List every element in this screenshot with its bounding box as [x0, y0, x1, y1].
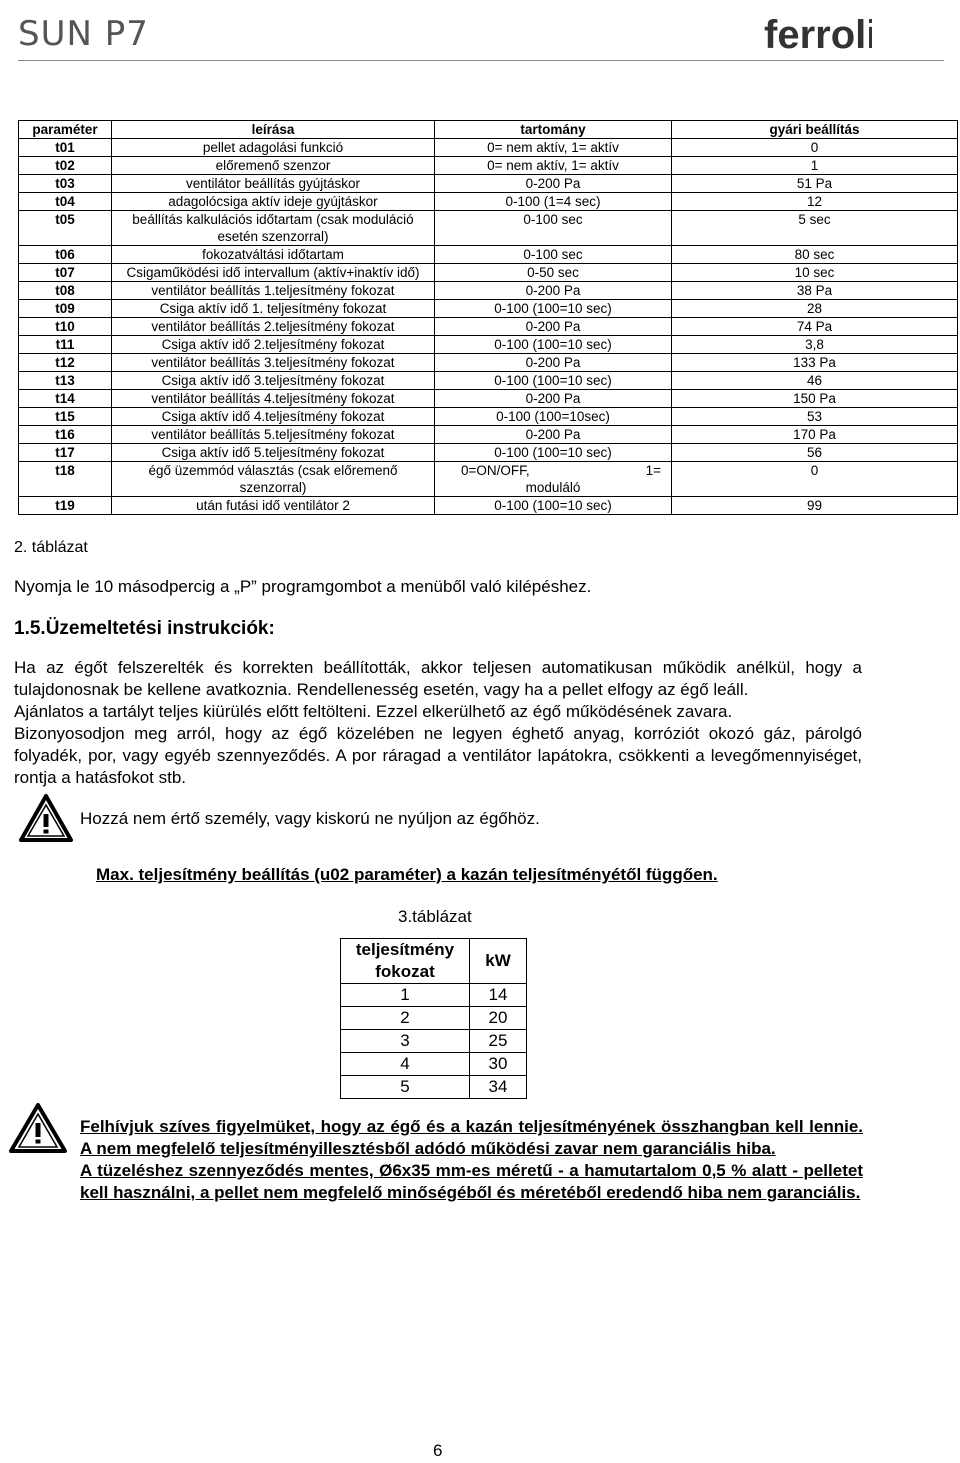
param-default: 3,8 [672, 336, 958, 354]
section-heading: 1.5.Üzemeltetési instrukciók: [14, 618, 275, 639]
table-row [19, 157, 958, 175]
param-default: 0 [672, 462, 958, 497]
param-default: 53 [672, 408, 958, 426]
param-description: előremenő szenzor [112, 157, 435, 175]
document-title: SUN P7 [18, 14, 149, 54]
param-code: t17 [19, 444, 112, 462]
table-row [341, 1007, 527, 1030]
param-range: 0-100 (100=10 sec) [435, 444, 672, 462]
table-row [19, 139, 958, 157]
power-level: 4 [341, 1053, 470, 1076]
brand-text: ferroli [764, 13, 872, 56]
param-description: ventilátor beállítás 4.teljesítmény fokozat [112, 390, 435, 408]
param-range: 0-100 (100=10 sec) [435, 300, 672, 318]
param-default: 38 Pa [672, 282, 958, 300]
param-default: 170 Pa [672, 426, 958, 444]
param-default: 99 [672, 497, 958, 515]
table2-caption: 2. táblázat [14, 539, 88, 556]
param-default: 12 [672, 193, 958, 211]
exit-menu-note: Nyomja le 10 másodpercig a „P” programgombot a menüből való kilépéshez. [14, 577, 592, 596]
warning-paragraph: Felhívjuk szíves figyelmüket, hogy az égő és a kazán teljesítményének összhangban kell lennie. A nem megfelelő teljesítményillesztésből adódó működési zavar nem garanciális hiba. [80, 1117, 863, 1158]
param-code: t14 [19, 390, 112, 408]
parameter-table [18, 120, 958, 515]
power-level: 1 [341, 984, 470, 1007]
header-range: tartomány [435, 121, 672, 139]
param-default: 80 sec [672, 246, 958, 264]
param-code: t06 [19, 246, 112, 264]
header-description: leírása [112, 121, 435, 139]
paragraph-line: Ajánlatos a tartályt teljes kiürülés előtt feltölteni. Ezzel elkerülhető az égő működésének zavara. [14, 702, 733, 721]
power-kw: 30 [470, 1053, 527, 1076]
param-code: t07 [19, 264, 112, 282]
param-default: 74 Pa [672, 318, 958, 336]
param-range: 0-200 Pa [435, 318, 672, 336]
param-range: 0-200 Pa [435, 390, 672, 408]
param-description: ventilátor beállítás 3.teljesítmény fokozat [112, 354, 435, 372]
warning-paragraph: A tüzeléshez szennyeződés mentes, Ø6x35 mm-es méretű - a hamutartalom 0,5 % alatt - pelletet kell használni, a pellet nem megfelelő minőségéből és méretéből eredendő hiba nem garanciális. [80, 1161, 863, 1202]
param-code: t16 [19, 426, 112, 444]
param-code: t13 [19, 372, 112, 390]
param-default: 51 Pa [672, 175, 958, 193]
header-kw: kW [470, 939, 527, 984]
param-range: 0-100 (100=10 sec) [435, 497, 672, 515]
param-default: 56 [672, 444, 958, 462]
table-row [341, 984, 527, 1007]
param-range: 0-200 Pa [435, 354, 672, 372]
param-range: 0=ON/OFF, 1= moduláló [435, 462, 672, 497]
table-row [19, 211, 958, 246]
param-range: 0-200 Pa [435, 175, 672, 193]
param-description: ventilátor beállítás 5.teljesítmény fokozat [112, 426, 435, 444]
param-description: pellet adagolási funkció [112, 139, 435, 157]
warning-text: Hozzá nem értő személy, vagy kiskorú ne nyúljon az égőhöz. [80, 809, 540, 828]
power-kw: 20 [470, 1007, 527, 1030]
param-description: beállítás kalkulációs időtartam (csak moduláció esetén szenzorral) [112, 211, 435, 246]
param-code: t02 [19, 157, 112, 175]
power-level: 2 [341, 1007, 470, 1030]
power-table-body [341, 984, 527, 1099]
param-default: 46 [672, 372, 958, 390]
table-row [19, 193, 958, 211]
param-code: t11 [19, 336, 112, 354]
param-description: ventilátor beállítás 1.teljesítmény fokozat [112, 282, 435, 300]
paragraph-line: Bizonyosodjon meg arról, hogy az égő közelében ne legyen éghető anyag, korróziót okozó gáz, párolgó folyadék, por, vagy egyéb szennyeződés. A por ráragad a ventilátor lapátokra, csökkenti a levegőmennyiséget, rontja a hatásfokot stb. [14, 724, 862, 787]
parameter-table-body [19, 139, 958, 515]
param-default: 10 sec [672, 264, 958, 282]
param-description: Csiga aktív idő 1. teljesítmény fokozat [112, 300, 435, 318]
param-description: Csiga aktív idő 5.teljesítmény fokozat [112, 444, 435, 462]
param-range: 0= nem aktív, 1= aktív [435, 139, 672, 157]
param-default: 1 [672, 157, 958, 175]
table-header-row [19, 121, 958, 139]
power-level: 5 [341, 1076, 470, 1099]
param-range: 0-100 (100=10sec) [435, 408, 672, 426]
param-range: 0-100 (100=10 sec) [435, 336, 672, 354]
param-code: t09 [19, 300, 112, 318]
param-default: 133 Pa [672, 354, 958, 372]
operating-instructions [14, 657, 862, 789]
param-description: ventilátor beállítás gyújtáskor [112, 175, 435, 193]
param-code: t12 [19, 354, 112, 372]
table-row [19, 336, 958, 354]
power-kw: 14 [470, 984, 527, 1007]
param-code: t19 [19, 497, 112, 515]
table-row [19, 175, 958, 193]
table-row [19, 372, 958, 390]
param-range: 0-100 sec [435, 211, 672, 246]
param-description: Csiga aktív idő 3.teljesítmény fokozat [112, 372, 435, 390]
param-range: 0= nem aktív, 1= aktív [435, 157, 672, 175]
param-description: után futási idő ventilátor 2 [112, 497, 435, 515]
warning-icon [18, 793, 74, 848]
table-row [19, 426, 958, 444]
header-factory-setting: gyári beállítás [672, 121, 958, 139]
param-code: t15 [19, 408, 112, 426]
table3-caption: 3.táblázat [398, 907, 472, 926]
ferroli-logo [760, 8, 872, 61]
table-row [19, 497, 958, 515]
table-row [19, 246, 958, 264]
param-range: 0-200 Pa [435, 282, 672, 300]
table-row [19, 264, 958, 282]
header-parameter: paraméter [19, 121, 112, 139]
header-divider [18, 60, 944, 61]
table-row [19, 444, 958, 462]
table-row [19, 462, 958, 497]
table-header-row [341, 939, 527, 984]
param-code: t04 [19, 193, 112, 211]
param-description: Csiga aktív idő 2.teljesítmény fokozat [112, 336, 435, 354]
param-range: 0-100 (1=4 sec) [435, 193, 672, 211]
table-row [341, 1076, 527, 1099]
power-warning [80, 1116, 863, 1204]
max-power-heading: Max. teljesítmény beállítás (u02 paraméter) a kazán teljesítményétől függően. [96, 865, 718, 884]
param-code: t10 [19, 318, 112, 336]
table-row [341, 1053, 527, 1076]
param-code: t03 [19, 175, 112, 193]
table-row [341, 1030, 527, 1053]
param-range: 0-100 sec [435, 246, 672, 264]
param-code: t18 [19, 462, 112, 497]
power-kw: 34 [470, 1076, 527, 1099]
table-row [19, 390, 958, 408]
param-code: t05 [19, 211, 112, 246]
param-description: fokozatváltási időtartam [112, 246, 435, 264]
param-range: 0-200 Pa [435, 426, 672, 444]
table-row [19, 300, 958, 318]
param-description: ventilátor beállítás 2.teljesítmény fokozat [112, 318, 435, 336]
param-description: Csiga aktív idő 4.teljesítmény fokozat [112, 408, 435, 426]
param-range: 0-100 (100=10 sec) [435, 372, 672, 390]
power-level: 3 [341, 1030, 470, 1053]
paragraph-line: Ha az égőt felszerelték és korrekten beállították, akkor teljesen automatikusan működik anélkül, hogy a tulajdonosnak be kellene avatkoznia. Rendellenesség esetén, vagy ha a pellet elfogy az égő leáll. [14, 658, 862, 699]
param-code: t08 [19, 282, 112, 300]
param-default: 28 [672, 300, 958, 318]
power-table [340, 938, 527, 1099]
param-default: 5 sec [672, 211, 958, 246]
param-default: 0 [672, 139, 958, 157]
param-description: adagolócsiga aktív ideje gyújtáskor [112, 193, 435, 211]
param-description: Csigaműködési idő intervallum (aktív+inaktív idő) [112, 264, 435, 282]
warning-icon [8, 1102, 68, 1159]
table-row [19, 354, 958, 372]
table-row [19, 282, 958, 300]
param-code: t01 [19, 139, 112, 157]
param-description: égő üzemmód választás (csak előremenő szenzorral) [112, 462, 435, 497]
page-number: 6 [433, 1441, 443, 1460]
table-row [19, 318, 958, 336]
table-row [19, 408, 958, 426]
param-range: 0-50 sec [435, 264, 672, 282]
header-power-level: teljesítmény fokozat [341, 939, 470, 984]
power-kw: 25 [470, 1030, 527, 1053]
param-default: 150 Pa [672, 390, 958, 408]
